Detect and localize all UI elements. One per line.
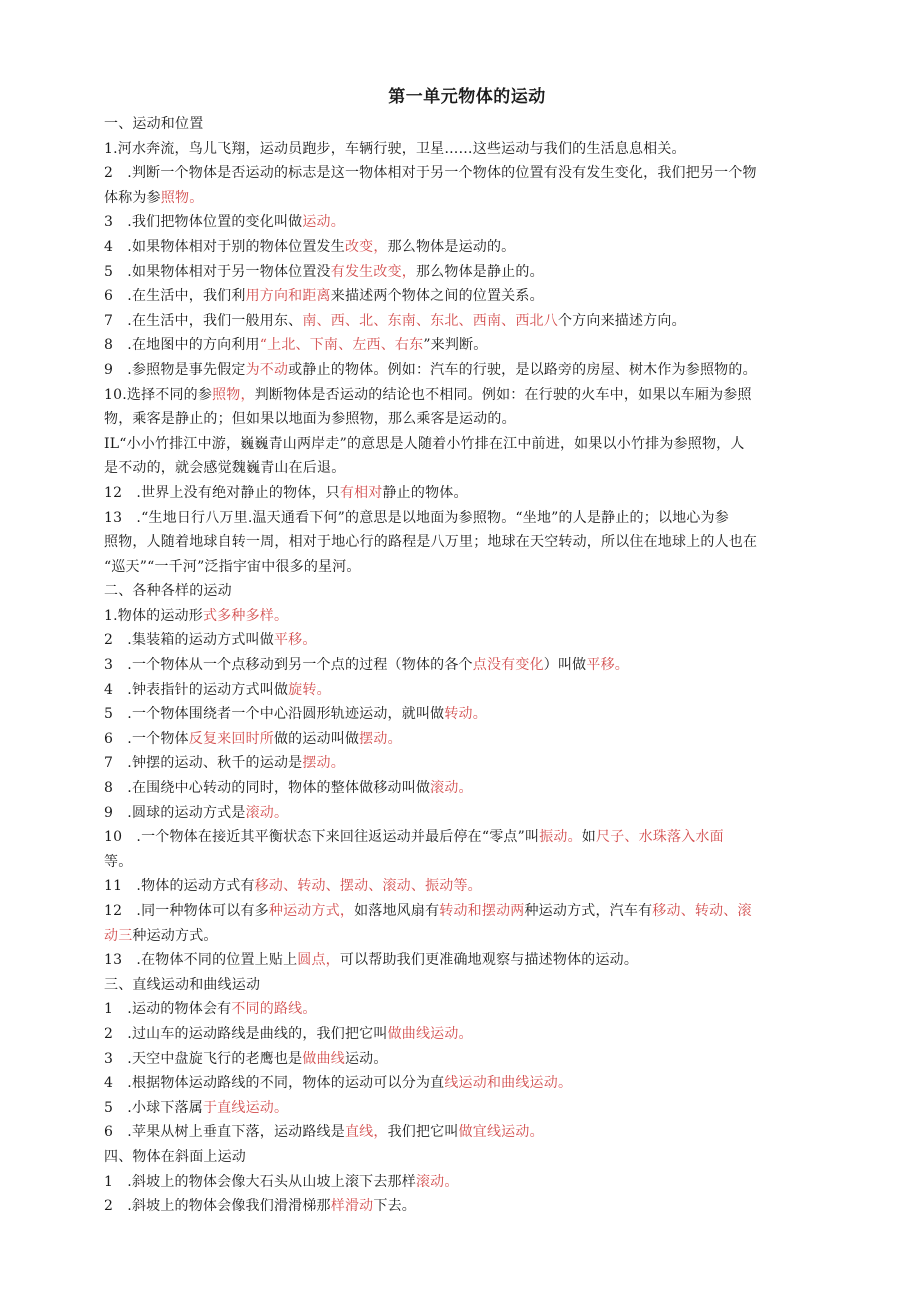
text-line (104, 924, 820, 949)
text-segment: 11 .物体的运动方式有 (104, 878, 255, 895)
text-segment: 物，乘客是静止的；但如果以地面为参照物，那么乘客是运动的。 (104, 411, 516, 428)
text-line (104, 210, 820, 235)
answer-text: 线运动和曲线运动。 (444, 1075, 573, 1092)
text-line (104, 235, 820, 260)
text-segment: 做的运动叫做 (273, 730, 360, 747)
answer-text: 圆点， (297, 952, 340, 969)
text-line (104, 506, 820, 531)
text-line (104, 432, 820, 457)
answer-text: 做宜线运动。 (458, 1124, 544, 1141)
text-segment: 运动。 (344, 1050, 388, 1067)
answer-text: 运动。 (302, 214, 345, 231)
answer-text: 样滑动 (330, 1198, 374, 1215)
text-segment: 可以帮助我们更准确地观察与描述物体的运动。 (339, 952, 639, 969)
text-segment: 7 .在生活中，我们一般用东、 (104, 312, 303, 329)
text-segment: 种运动方式。 (132, 927, 218, 944)
text-line (104, 1145, 820, 1170)
answer-text: 种运动方式， (268, 903, 355, 919)
text-segment: 1.物体的运动形 (104, 607, 203, 624)
text-segment: 3 .一个物体从一个点移动到另一个点的过程（物体的各个 (104, 657, 473, 674)
text-line (104, 604, 820, 629)
text-line (104, 825, 820, 850)
text-line (104, 1120, 820, 1145)
text-line (104, 1071, 820, 1096)
text-segment: 13 .“生地日行八万里.温天通看下何”的意思是以地面为参照物。“坐地”的人是静止的；以地心为参 (104, 509, 729, 526)
answer-text: 照物， (212, 386, 255, 403)
text-segment: 等。 (104, 853, 133, 870)
text-line (104, 407, 820, 432)
text-line (104, 260, 820, 285)
text-segment: 一、运动和位置 (104, 116, 204, 132)
answer-text: 有相对 (339, 484, 383, 501)
answer-text: 不同的路线。 (231, 1001, 317, 1018)
text-segment: 那么物体是静止的。 (415, 263, 544, 280)
text-line (104, 137, 820, 162)
text-line (104, 358, 820, 383)
text-line (104, 678, 820, 703)
answer-text: 动三 (104, 927, 133, 944)
text-line (104, 383, 820, 408)
text-segment: 二、各种各样的运动 (104, 583, 232, 600)
text-segment: 13 .在物体不同的位置上贴上 (104, 952, 298, 969)
text-segment: 1 .斜坡上的物体会像大石头从山坡上滚下去那样 (104, 1173, 416, 1190)
text-line (104, 899, 820, 924)
text-line (104, 973, 820, 998)
text-segment: 4 .钟表指针的运动方式叫做 (104, 681, 289, 698)
text-segment: 静止的物体。 (382, 484, 468, 501)
text-segment: 3 .天空中盘旋飞行的老鹰也是 (104, 1050, 303, 1067)
text-line (104, 579, 820, 604)
text-segment: IL“小小竹排江中游，巍巍青山两岸走”的意思是人随着小竹排在江中前进，如果以小竹排为参照物，人 (104, 435, 745, 452)
answer-text: 滚动。 (430, 780, 473, 797)
text-line (104, 751, 820, 776)
page-title: 第一单元物体的运动 (388, 87, 546, 107)
text-line (104, 1096, 820, 1121)
answer-text: 振动。 (539, 829, 582, 846)
text-segment: 4 .根据物体运动路线的不同，物体的运动可以分为直 (104, 1075, 445, 1092)
text-segment: 我们把它叫 (387, 1124, 459, 1141)
text-segment: 2 .斜坡上的物体会像我们滑滑梯那 (104, 1198, 331, 1215)
text-segment: 5 .如果物体相对于另一物体位置没 (104, 263, 331, 280)
answer-text: 摆动。 (302, 755, 345, 772)
text-line (104, 1194, 820, 1219)
text-line (104, 874, 820, 899)
answer-text: 反复来回时所 (188, 730, 274, 747)
answer-text: 直线， (344, 1124, 388, 1141)
text-segment: 如落地风扇有 (354, 903, 440, 919)
text-segment: 2 .判断一个物体是否运动的标志是这一物体相对于另一个物体的位置有没有发生变化，我们把另一个物 (104, 165, 757, 182)
text-segment: 12 .世界上没有绝对静止的物体，只 (104, 484, 340, 501)
text-segment: 6 .苹果从树上垂直下落，运动路线是 (104, 1124, 345, 1141)
answer-text: 照物。 (160, 189, 204, 206)
text-line (104, 997, 820, 1022)
answer-text: 转动。 (444, 706, 487, 723)
answer-text: 于直线运动。 (202, 1099, 289, 1116)
text-line (104, 653, 820, 678)
text-segment: 体称为参 (104, 189, 161, 206)
text-segment: 是不动的，就会感觉魏巍青山在后退。 (104, 460, 346, 477)
answer-text: 南、西、北、东南、东北、西南、西北八 (302, 312, 558, 329)
document-body (104, 112, 820, 1219)
text-line (104, 333, 820, 358)
text-line (104, 948, 820, 973)
text-segment: 5 .一个物体围绕者一个中心沿圆形轨迹运动，就叫做 (104, 706, 445, 723)
answer-text: 式多种多样。 (202, 607, 289, 624)
answer-text: 滚动。 (245, 804, 289, 821)
text-segment: 6 .一个物体 (104, 730, 189, 747)
text-segment: 9 .圆球的运动方式是 (104, 804, 246, 821)
text-segment: 四、物体在斜面上运动 (104, 1148, 246, 1165)
answer-text: 用方向和距离 (245, 288, 331, 305)
answer-text: 摆动。 (359, 730, 402, 747)
text-line (104, 530, 820, 555)
text-segment: ）叫做 (543, 657, 587, 674)
text-segment: 2 .过山车的运动路线是曲线的，我们把它叫 (104, 1025, 388, 1042)
text-segment: 个方向来描述方向。 (557, 312, 686, 329)
text-segment: 10.选择不同的参 (104, 386, 213, 403)
answer-text: 移动、转动、滚 (652, 903, 752, 919)
text-line (104, 850, 820, 875)
text-line (104, 112, 820, 137)
text-segment: 9 .参照物是事先假定 (104, 361, 246, 378)
answer-text: 平移。 (273, 632, 317, 649)
text-line (104, 1170, 820, 1195)
text-line (104, 702, 820, 727)
text-line (104, 555, 820, 580)
text-segment: 来描述两个物体之间的位置关系。 (330, 288, 544, 305)
text-line (104, 161, 820, 186)
answer-text: 做曲线运动。 (387, 1025, 473, 1042)
text-segment: 如 (581, 829, 596, 846)
answer-text: 做曲线 (302, 1050, 345, 1067)
text-segment: ”来判断。 (423, 337, 488, 354)
text-segment: 照物，人随着地球自转一周，相对于地心行的路程是八万里；地球在天空转动，所以住在地球上的人也在 (104, 534, 758, 551)
text-segment: 4 .如果物体相对于别的物体位置发生 (104, 238, 345, 255)
text-segment: 或静止的物体。例如：汽车的行驶，是以路旁的房屋、树木作为参照物的。 (288, 361, 757, 378)
text-line (104, 1022, 820, 1047)
answer-text: “上北、下南、左西、右东 (259, 337, 424, 354)
answer-text: 转动和摆动两 (439, 903, 525, 919)
text-segment: 8 .在地图中的方向利用 (104, 337, 260, 354)
text-line (104, 801, 820, 826)
answer-text: 移动、转动、摆动、滚动、振动等。 (254, 878, 482, 895)
answer-text: 旋转。 (288, 681, 331, 698)
text-line (104, 628, 820, 653)
text-segment: “巡天”“一千河”泛指宇宙中很多的星河。 (104, 558, 361, 575)
text-segment: 5 .小球下落属 (104, 1099, 203, 1116)
text-line (104, 1047, 820, 1072)
text-line (104, 727, 820, 752)
text-segment: 3 .我们把物体位置的变化叫做 (104, 214, 303, 231)
text-line (104, 186, 820, 211)
text-segment: 6 .在生活中，我们利 (104, 288, 246, 305)
text-line (104, 309, 820, 334)
text-segment: 12 .同一种物体可以有多 (104, 903, 269, 919)
answer-text: 尺子、水珠落入水面 (596, 829, 724, 846)
text-segment: 2 .集装箱的运动方式叫做 (104, 632, 274, 649)
text-segment: 下去。 (373, 1198, 416, 1215)
answer-text: 点没有变化 (472, 657, 544, 674)
text-line (104, 456, 820, 481)
answer-text: 滚动。 (415, 1173, 459, 1190)
text-line (104, 284, 820, 309)
text-segment: 8 .在围绕中心转动的同时，物体的整体做移动叫做 (104, 780, 431, 797)
answer-text: 改变， (344, 238, 388, 255)
text-segment: 1.河水奔流，鸟儿飞翔，运动员跑步，车辆行驶，卫星……这些运动与我们的生活息息相关。 (104, 140, 686, 157)
text-segment: 7 .钟摆的运动、秋千的运动是 (104, 755, 303, 772)
text-line (104, 481, 820, 506)
text-segment: 那么物体是运动的。 (387, 238, 516, 255)
text-segment: 判断物体是否运动的结论也不相同。例如：在行驶的火车中，如果以车厢为参照 (254, 386, 752, 403)
answer-text: 有发生改变， (330, 263, 416, 280)
text-segment: 10 .一个物体在接近其平衡状态下来回往返运动并最后停在“零点”叫 (104, 829, 540, 846)
answer-text: 平移。 (586, 657, 629, 674)
text-segment: 三、直线运动和曲线运动 (104, 976, 261, 993)
answer-text: 为不动 (245, 361, 289, 378)
text-segment: 1 .运动的物体会有 (104, 1001, 232, 1018)
text-line (104, 776, 820, 801)
text-segment: 种运动方式，汽车有 (524, 903, 653, 919)
